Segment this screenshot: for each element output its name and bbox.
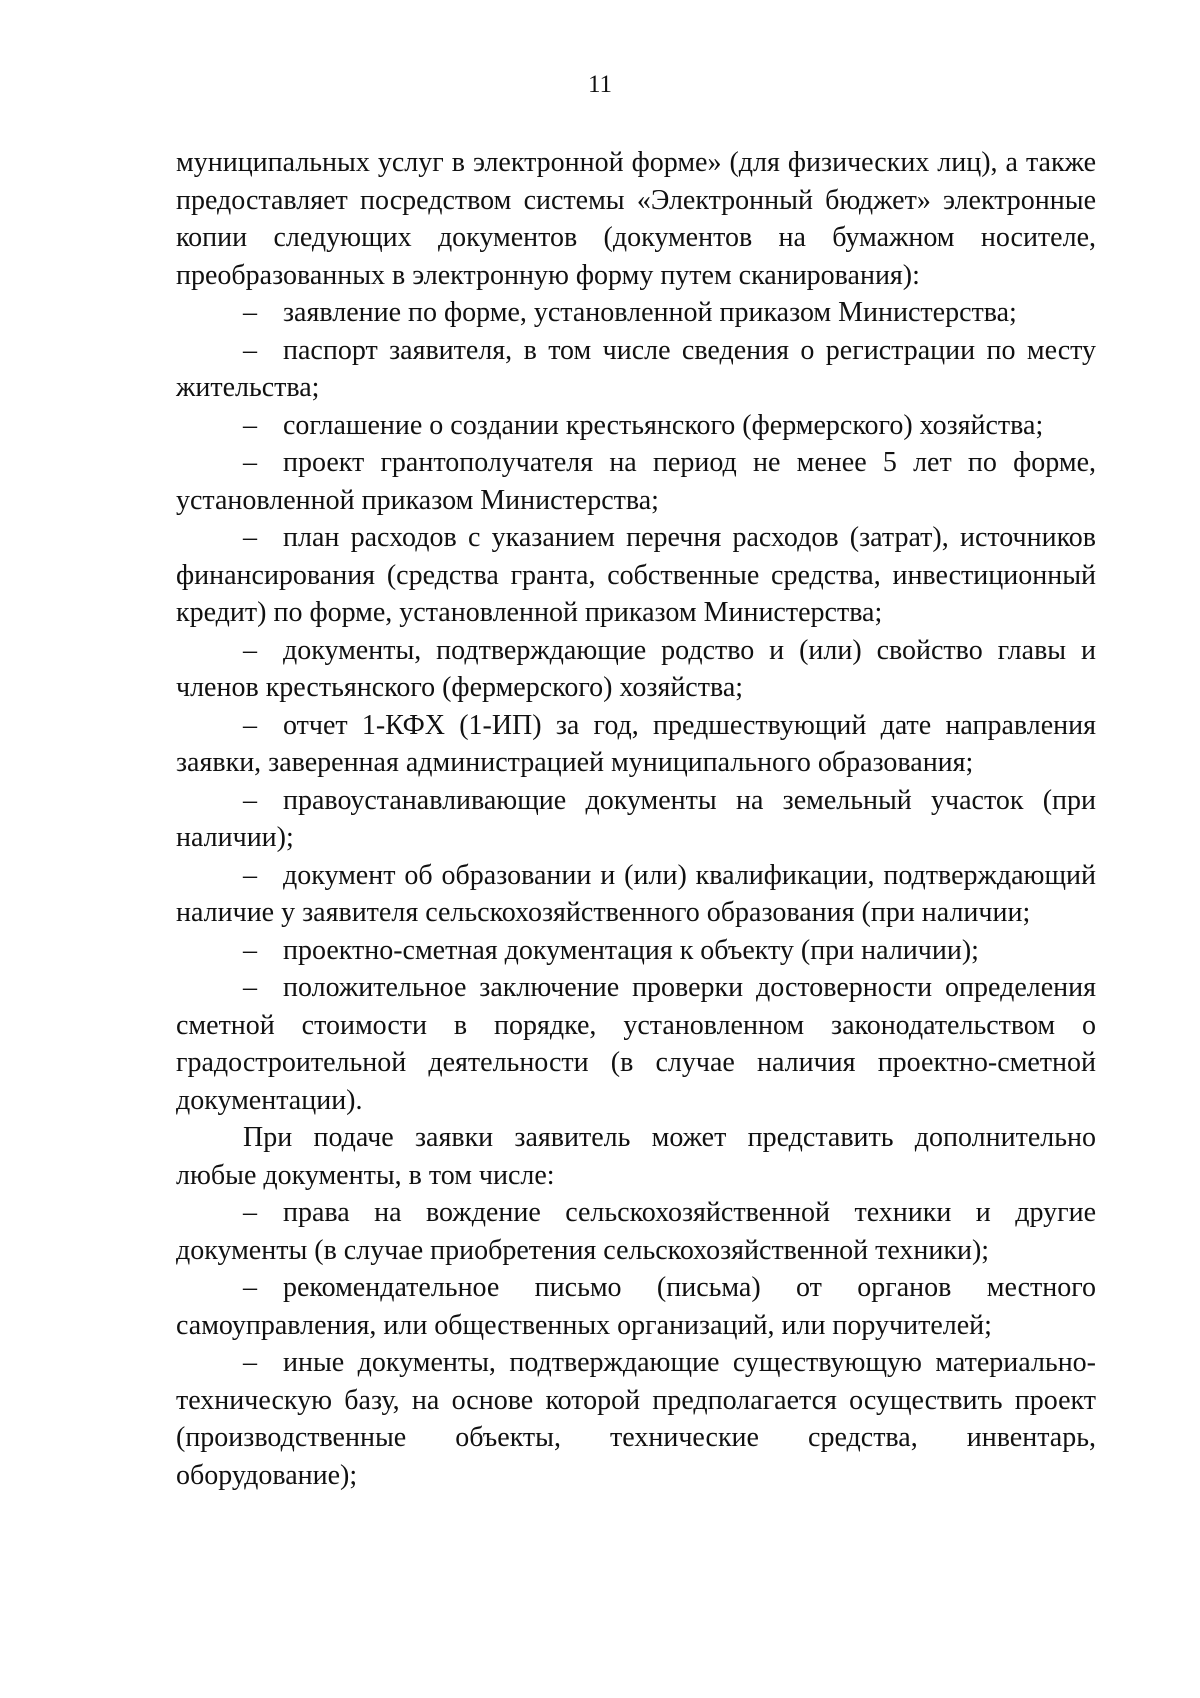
list-item-text: положительное заключение проверки достоверности определения сметной стоимости в порядке, установленном законодательством о градостроительной деятельности (в случае наличия проектно-сметной документации).	[176, 972, 1096, 1116]
list-item	[176, 407, 1096, 445]
list-item	[176, 1194, 1096, 1269]
additional-docs-paragraph: При подаче заявки заявитель может представить дополнительно любые документы, в том числе:	[176, 1122, 1096, 1191]
list-item	[176, 444, 1096, 519]
dash-marker: –	[243, 634, 257, 666]
dash-marker: –	[243, 859, 257, 891]
list-item	[176, 632, 1096, 707]
intro-paragraph: муниципальных услуг в электронной форме» (для физических лиц), а также предоставляет посредством системы «Электронный бюджет» электронные копии следующих документов (документов на бумажном носителе, преобразованных в электронную форму путем сканирования):	[176, 147, 1096, 291]
dash-marker: –	[243, 784, 257, 816]
list-item	[176, 519, 1096, 632]
dash-marker: –	[243, 447, 257, 478]
list-item	[176, 1344, 1096, 1494]
list-item-text: правоустанавливающие документы на земельный участок (при наличии);	[176, 784, 1096, 853]
list-item-text: соглашение о создании крестьянского (фермерского) хозяйства;	[283, 409, 1044, 441]
list-item-text: паспорт заявителя, в том числе сведения о регистрации по месту жительства;	[176, 334, 1096, 403]
dash-marker: –	[243, 934, 257, 966]
dash-marker: –	[243, 972, 257, 1003]
list-item	[176, 932, 1096, 970]
dash-marker: –	[243, 522, 257, 553]
list-item	[176, 857, 1096, 932]
list-item	[176, 1269, 1096, 1344]
list-item-text: рекомендательное письмо (письма) от органов местного самоуправления, или общественных организаций, или поручителей;	[176, 1272, 1096, 1341]
list-item	[176, 707, 1096, 782]
list-item-text: документы, подтверждающие родство и (или) свойство главы и членов крестьянского (фермерского) хозяйства;	[176, 634, 1096, 703]
dash-marker: –	[243, 1272, 257, 1303]
dash-marker: –	[243, 1347, 257, 1378]
list-item-text: иные документы, подтверждающие существующую материально-техническую базу, на основе которой предполагается осуществить проект (производственные объекты, технические средства, инвентарь, оборудование);	[176, 1347, 1096, 1491]
list-item	[176, 294, 1096, 332]
list-item-text: документ об образовании и (или) квалификации, подтверждающий наличие у заявителя сельскохозяйственного образования (при наличии;	[176, 859, 1096, 928]
dash-marker: –	[243, 409, 257, 441]
list-item	[176, 969, 1096, 1119]
list-item-text: план расходов с указанием перечня расходов (затрат), источников финансирования (средства гранта, собственные средства, инвестиционный кредит) по форме, установленной приказом Министерства;	[176, 522, 1096, 628]
list-item-text: права на вождение сельскохозяйственной техники и другие документы (в случае приобретения сельскохозяйственной техники);	[176, 1197, 1096, 1266]
dash-marker: –	[243, 1197, 257, 1228]
document-body	[176, 144, 1096, 1494]
list-item-text: заявление по форме, установленной приказом Министерства;	[283, 297, 1017, 328]
list-item-text: отчет 1-КФХ (1-ИП) за год, предшествующий дате направления заявки, заверенная администрацией муниципального образования;	[176, 709, 1096, 778]
list-item-text: проектно-сметная документация к объекту (при наличии);	[283, 934, 979, 966]
dash-marker: –	[243, 709, 257, 741]
dash-marker: –	[243, 334, 257, 366]
page-number: 11	[587, 71, 613, 98]
list-item-text: проект грантополучателя на период не менее 5 лет по форме, установленной приказом Министерства;	[176, 447, 1096, 516]
list-item	[176, 782, 1096, 857]
list-item	[176, 332, 1096, 407]
dash-marker: –	[243, 297, 257, 328]
